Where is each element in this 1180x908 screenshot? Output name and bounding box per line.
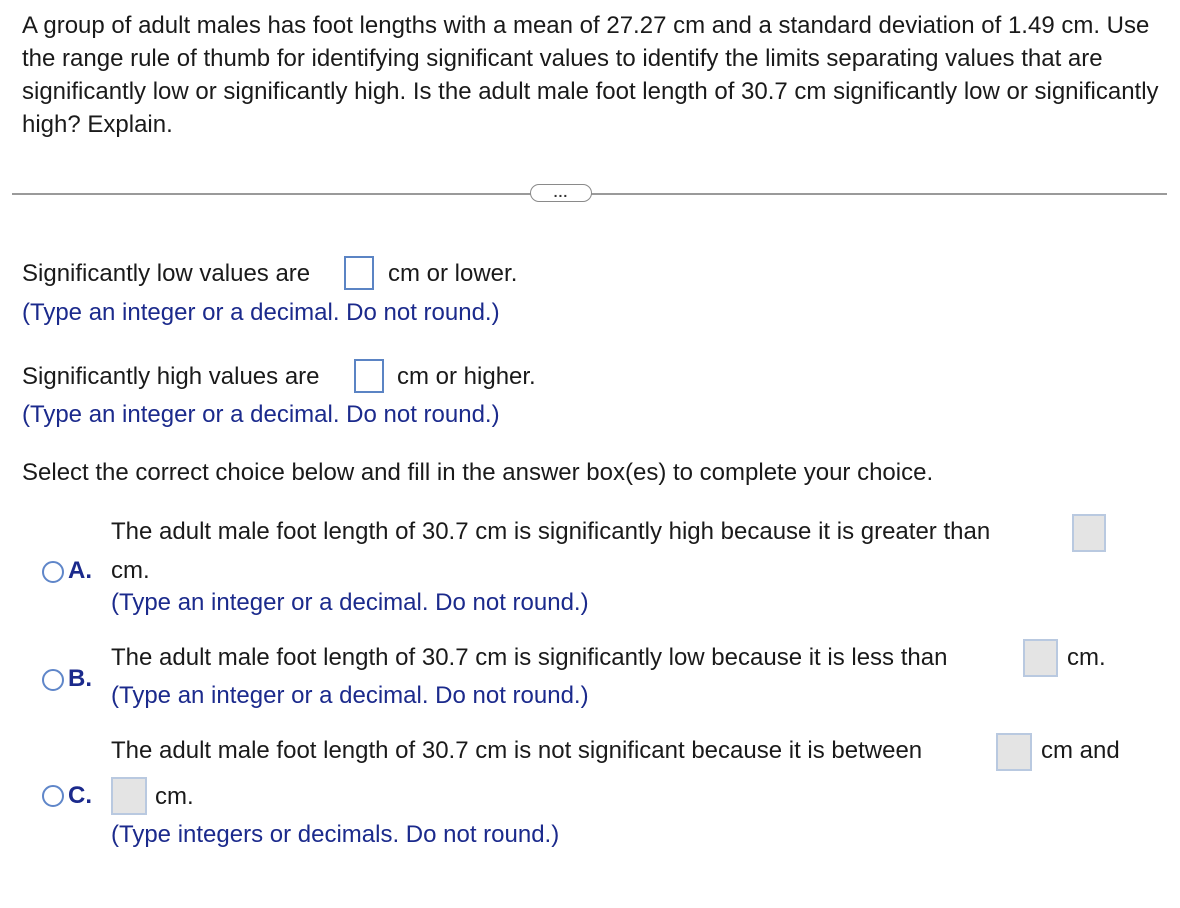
low-limit-input[interactable] [344, 256, 374, 290]
choice-b-unit: cm. [1067, 644, 1106, 671]
low-suffix-label: cm or lower. [388, 260, 518, 287]
instruction-text: Select the correct choice below and fill in the answer box(es) to complete your choice. [22, 459, 934, 486]
more-options-button[interactable]: ... [530, 184, 592, 202]
choice-c-and-label: cm and [1041, 737, 1120, 764]
choice-b-letter: B. [68, 665, 92, 692]
choice-c-upper-input[interactable] [111, 777, 147, 815]
question-text: A group of adult males has foot lengths with a mean of 27.27 cm and a standard deviation of 1.49 cm. Use the range rule of thumb for identifying significant values to identify the limits separating values that are significantly low or significantly high. Is the adult male foot length of 30.7 cm significantly low or significantly high? Explain. [22, 12, 1159, 138]
choice-b-radio[interactable] [42, 669, 64, 691]
choice-c-unit: cm. [155, 783, 194, 810]
low-prefix-label: Significantly low values are [22, 260, 311, 287]
choice-b-input[interactable] [1023, 639, 1058, 677]
choice-a-text: The adult male foot length of 30.7 cm is significantly high because it is greater than [111, 518, 991, 545]
low-hint: (Type an integer or a decimal. Do not round.) [22, 299, 500, 326]
high-prefix-label: Significantly high values are [22, 363, 320, 390]
high-hint: (Type an integer or a decimal. Do not round.) [22, 401, 500, 428]
choice-a-input[interactable] [1072, 514, 1106, 552]
choice-a-hint: (Type an integer or a decimal. Do not round.) [111, 589, 589, 616]
choice-a-letter: A. [68, 557, 92, 584]
choice-a-radio[interactable] [42, 561, 64, 583]
choice-c-hint: (Type integers or decimals. Do not round.) [111, 821, 560, 848]
choice-c-radio[interactable] [42, 785, 64, 807]
choice-c-lower-input[interactable] [996, 733, 1032, 771]
choice-b-hint: (Type an integer or a decimal. Do not round.) [111, 682, 589, 709]
high-suffix-label: cm or higher. [397, 363, 536, 390]
choice-a-unit: cm. [111, 557, 150, 584]
choice-c-letter: C. [68, 782, 92, 809]
choice-c-text: The adult male foot length of 30.7 cm is not significant because it is between [111, 737, 923, 764]
choice-b-text: The adult male foot length of 30.7 cm is significantly low because it is less than [111, 644, 948, 671]
high-limit-input[interactable] [354, 359, 384, 393]
